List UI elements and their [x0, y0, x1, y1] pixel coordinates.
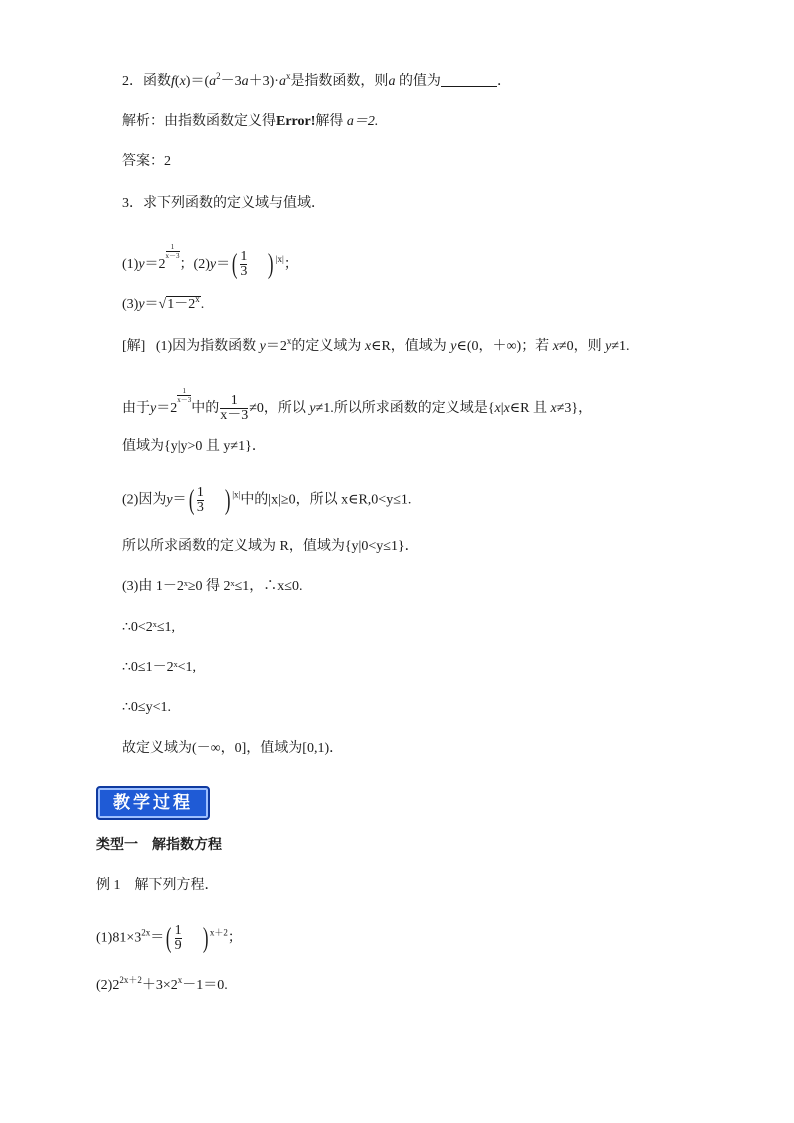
question-3-parts-1-2: (1)y＝2 $\frac{1}{x-3}$ ；(2)y＝ ( $\frac{1}{3}$ ) $^{|x|}$；	[122, 243, 298, 280]
solution-tag: [解]	[122, 339, 146, 354]
question-2: 2．函数$f(x)=(a^2-3a+3)\cdot a^x$是指数函数，则a 的值为 ．	[122, 71, 511, 89]
question-number: 2．	[122, 74, 143, 89]
solution-line-3: 值域为{y|y>0 且 y≠1}．	[122, 439, 266, 454]
solution-line-8: ∴0≤1－2ˣ<1,	[122, 660, 197, 675]
section-badge: 教学过程	[96, 786, 210, 820]
solution-line-1: [解] (1)因为指数函数 $y=2^x$的定义域为 x∈R，值域为 y∈(0，＋∞)；若 x≠0，则 y≠1.	[122, 336, 630, 354]
solution-line-5: 所以所求函数的定义域为 R，值域为{y|0<y≤1}．	[122, 539, 419, 554]
example-1-part-1: $(1)81\times 3^{2x}=$ ( $\frac{1}{9}$ ) $^{x+2}$；	[96, 922, 242, 954]
example-1-part-2: $(2)2^{2x+2}+3\times 2^x-1=0$.	[96, 975, 228, 993]
solution-line-10: 故定义域为(－∞，0]，值域为[0,1)．	[122, 741, 344, 756]
question-3-part-3: $(3)y=√1-2^x$.	[122, 294, 205, 312]
solution-line-6: (3)由 1－2ˣ≥0 得 2ˣ≤1，∴x≤0.	[122, 579, 303, 594]
solution-line-2: 由于y＝2 $\frac{1}{x-3}$ 中的 $\frac{1}{x-3}$ ≠0，所以 y≠1.所以所求函数的定义域是{x|x∈R 且 x≠3}，	[122, 387, 593, 424]
question-2-answer: 答案：2	[122, 154, 171, 169]
question-2-analysis: 解析：由指数函数定义得Error!解得 a＝2.	[122, 114, 379, 129]
solution-line-4: (2)因为y＝ ( $\frac{1}{3}$ ) $^{|x|}$中的|x|≥0，所以 x∈R,0<y≤1.	[122, 484, 412, 516]
answer-blank	[441, 72, 497, 87]
example-1-title: 例 1 解下列方程．	[96, 878, 219, 893]
type-heading: 类型一 解指数方程	[96, 838, 222, 853]
error-tag: Error!	[276, 114, 316, 129]
solution-line-7: ∴0<2ˣ≤1,	[122, 620, 176, 635]
solution-line-9: ∴0≤y<1.	[122, 700, 171, 715]
question-3-title: 3．求下列函数的定义域与值域．	[122, 196, 325, 211]
